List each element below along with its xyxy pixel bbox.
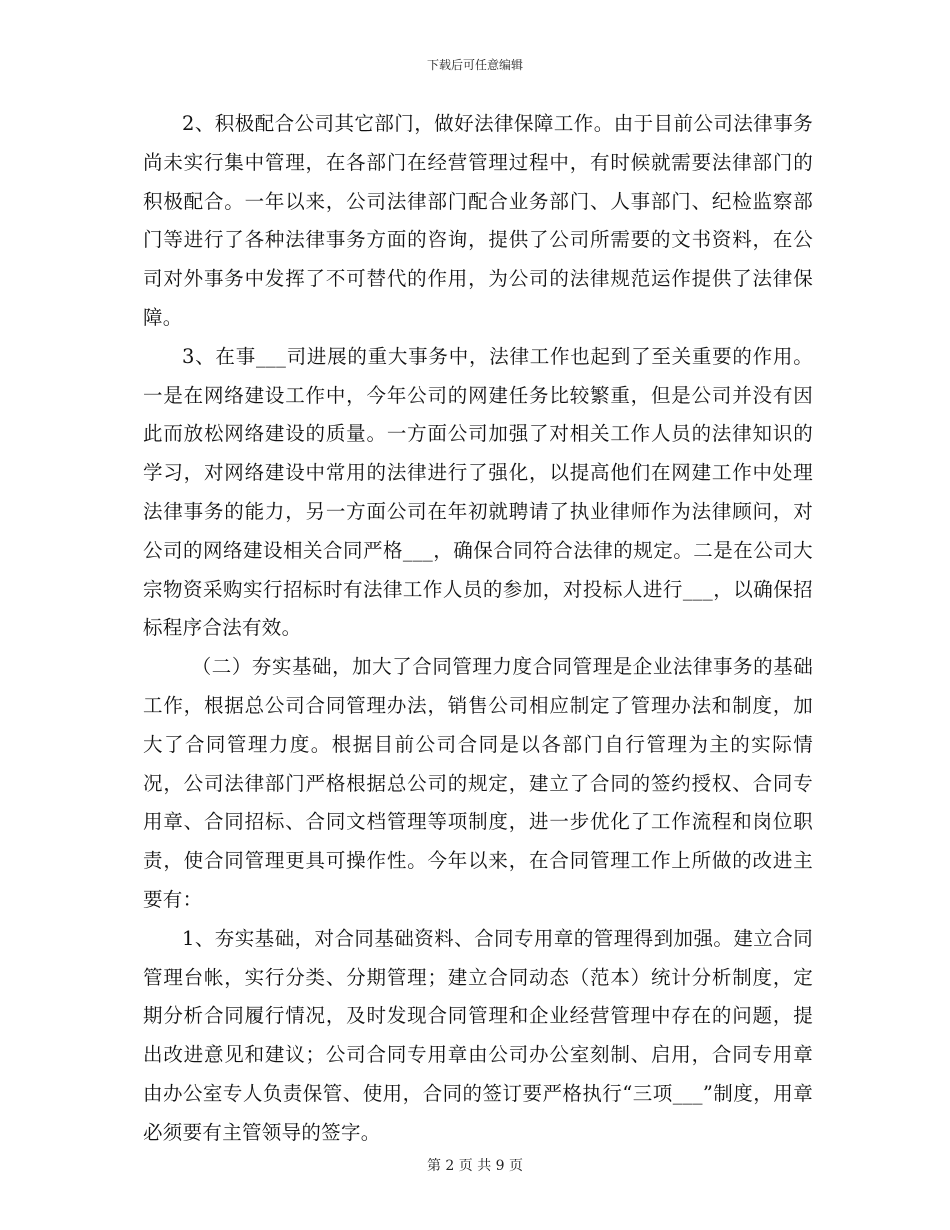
page-header: 下载后可任意编辑: [426, 58, 523, 72]
page-footer: 第 2 页 共 9 页: [426, 1158, 524, 1174]
paragraph-item-1: 1、夯实基础，对合同基础资料、合同专用章的管理得到加强。建立合同管理台帐，实行分类、分期管理；建立合同动态（范本）统计分析制度，定期分析合同履行情况，及时发现合同管理和企业经营管理中存在的问题，提出改进意见和建议；公司合同专用章由公司办公室刻制、启用，合同专用章由办公室专人负责保管、使用，合同的签订要严格执行“三项___”制度，用章必须要有主管领导的签字。: [143, 926, 813, 1144]
document-body: [143, 105, 813, 1153]
paragraph-item-2: 2、积极配合公司其它部门，做好法律保障工作。由于目前公司法律事务尚未实行集中管理，在各部门在经营管理过程中，有时候就需要法律部门的积极配合。一年以来，公司法律部门配合业务部门、人事部门、纪检监察部门等进行了各种法律事务方面的咨询，提供了公司所需要的文书资料，在公司对外事务中发挥了不可替代的作用，为公司的法律规范运作提供了法律保障。: [143, 112, 813, 329]
paragraph-section-2: （二）夯实基础，加大了合同管理力度合同管理是企业法律事务的基础工作，根据总公司合同管理办法，销售公司相应制定了管理办法和制度，加大了合同管理力度。根据目前公司合同是以各部门自行管理为主的实际情况，公司法律部门严格根据总公司的规定，建立了合同的签约授权、合同专用章、合同招标、合同文档管理等项制度，进一步优化了工作流程和岗位职责，使合同管理更具可操作性。今年以来，在合同管理工作上所做的改进主要有：: [143, 655, 813, 911]
paragraph-item-3: 3、在事___司进展的重大事务中，法律工作也起到了至关重要的作用。一是在网络建设工作中，今年公司的网建任务比较繁重，但是公司并没有因此而放松网络建设的质量。一方面公司加强了对相关工作人员的法律知识的学习，对网络建设中常用的法律进行了强化，以提高他们在网建工作中处理法律事务的能力，另一方面公司在年初就聘请了执业律师作为法律顾问，对公司的网络建设相关合同严格___，确保合同符合法律的规定。二是在公司大宗物资采购实行招标时有法律工作人员的参加，对投标人进行___，以确保招标程序合法有效。: [143, 344, 813, 640]
